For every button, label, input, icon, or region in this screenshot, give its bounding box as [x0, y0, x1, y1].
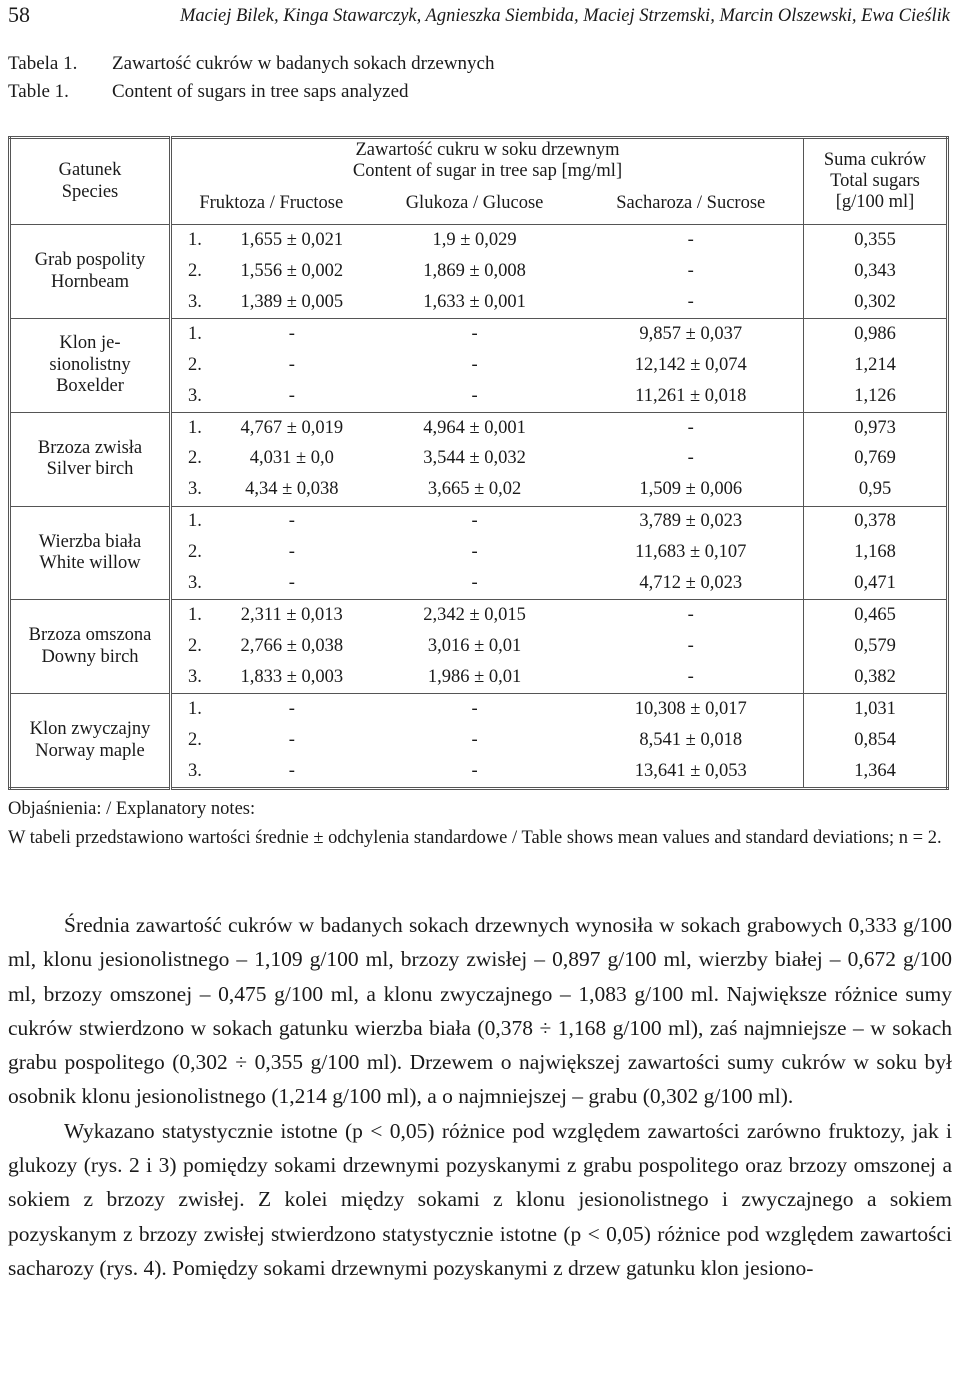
- sum-header-pl: Suma cukrów: [823, 149, 927, 170]
- sample-number-cell: 2.: [188, 729, 202, 750]
- sucrose-cell: -: [687, 260, 694, 281]
- sample-number-cell: 1.: [171, 600, 214, 631]
- fructose-cell: -: [288, 385, 295, 406]
- glucose-cell: -: [471, 385, 478, 406]
- table-row: [10, 506, 948, 537]
- fructose-cell: 4,031 ± 0,0: [249, 448, 334, 469]
- sucrose-cell: 4,712 ± 0,023: [639, 573, 743, 594]
- sum-header: [804, 138, 948, 225]
- sucrose-cell: -: [579, 600, 804, 631]
- sucrose-cell: -: [687, 291, 694, 312]
- glucose-cell: 1,9 ± 0,029: [371, 225, 579, 256]
- fructose-cell: -: [213, 318, 371, 349]
- sucrose-cell: 11,261 ± 0,018: [635, 385, 747, 406]
- species-name-line: Wierzba biała: [38, 531, 142, 552]
- species-name-line: White willow: [39, 552, 141, 573]
- fructose-cell: 1,556 ± 0,002: [240, 260, 344, 281]
- glucose-cell: 4,964 ± 0,001: [371, 412, 579, 443]
- sucrose-cell: -: [579, 412, 804, 443]
- species-name-line: Klon je-: [59, 333, 121, 354]
- total-sugars-cell: 1,168: [804, 537, 948, 568]
- sucrose-cell: 13,641 ± 0,053: [634, 760, 747, 781]
- table-body: [10, 138, 948, 789]
- fructose-cell: 4,34 ± 0,038: [245, 479, 339, 500]
- sucrose-cell: 8,541 ± 0,018: [639, 729, 743, 750]
- species-name-line: Downy birch: [41, 646, 139, 667]
- column-header-glucose: Glukoza / Glucose: [405, 192, 544, 213]
- content-header: [171, 138, 804, 183]
- species-name-line: Grab pospolity: [34, 250, 146, 271]
- total-sugars-cell: 0,355: [804, 225, 948, 256]
- total-sugars-cell: 1,031: [804, 694, 948, 725]
- sucrose-cell: -: [687, 636, 694, 657]
- glucose-cell: -: [371, 506, 579, 537]
- table-caption-en: [8, 81, 409, 103]
- total-sugars-cell: 0,343: [804, 256, 948, 287]
- total-sugars-cell: 0,579: [804, 631, 948, 662]
- total-sugars-cell: 1,126: [804, 381, 948, 412]
- species-name-line: Norway maple: [35, 740, 145, 761]
- sample-number-cell: 3.: [188, 479, 202, 500]
- table-caption-pl: [8, 53, 495, 75]
- glucose-cell: -: [471, 354, 478, 375]
- species-cell: [10, 600, 171, 694]
- sucrose-cell: -: [687, 666, 694, 687]
- total-sugars-cell: 0,382: [804, 662, 948, 693]
- sucrose-cell: 1,509 ± 0,006: [639, 479, 743, 500]
- sample-number-cell: 2.: [188, 636, 202, 657]
- total-sugars-cell: 0,302: [804, 287, 948, 318]
- sucrose-cell: 11,683 ± 0,107: [635, 542, 747, 563]
- glucose-cell: 1,633 ± 0,001: [423, 291, 526, 312]
- content-header-en: Content of sugar in tree sap [mg/ml]: [352, 160, 623, 181]
- sample-number-cell: 1.: [171, 225, 214, 256]
- fructose-cell: -: [288, 573, 295, 594]
- sample-number-cell: 3.: [188, 291, 202, 312]
- fructose-cell: 1,389 ± 0,005: [240, 291, 344, 312]
- sample-number-cell: 3.: [188, 760, 202, 781]
- running-head-authors: Maciej Bilek, Kinga Stawarczyk, Agnieszka Siembida, Maciej Strzemski, Marcin Olszewski, Ewa Cieślik: [179, 6, 950, 26]
- sucrose-cell: 3,789 ± 0,023: [579, 506, 804, 537]
- content-header-pl: Zawartość cukru w soku drzewnym: [355, 139, 620, 160]
- table-row: [10, 318, 948, 349]
- body-text: [8, 908, 952, 1285]
- fructose-cell: 2,766 ± 0,038: [240, 636, 344, 657]
- column-header-sucrose: Sacharoza / Sucrose: [616, 192, 766, 213]
- caption-title-en: Content of sugars in tree saps analyzed: [112, 81, 409, 102]
- fructose-cell: -: [288, 729, 295, 750]
- species-cell: [10, 506, 171, 600]
- sample-number-cell: 1.: [171, 694, 214, 725]
- glucose-cell: 3,016 ± 0,01: [427, 636, 522, 657]
- species-cell: [10, 318, 171, 412]
- sucrose-cell: -: [579, 225, 804, 256]
- glucose-cell: -: [471, 760, 478, 781]
- caption-label-en: Table 1.: [8, 81, 69, 102]
- sample-number-cell: 1.: [171, 318, 214, 349]
- glucose-cell: -: [471, 542, 478, 563]
- table-row: [10, 600, 948, 631]
- total-sugars-cell: 1,364: [804, 756, 948, 789]
- species-cell: [10, 225, 171, 319]
- fructose-cell: 4,767 ± 0,019: [213, 412, 371, 443]
- species-cell: [10, 412, 171, 506]
- sample-number-cell: 1.: [171, 506, 214, 537]
- glucose-cell: 3,544 ± 0,032: [423, 448, 526, 469]
- species-header-en: Species: [61, 181, 119, 202]
- glucose-cell: 2,342 ± 0,015: [371, 600, 579, 631]
- species-header-pl: Gatunek: [58, 160, 122, 181]
- total-sugars-cell: 0,973: [804, 412, 948, 443]
- sample-number-cell: 3.: [188, 666, 202, 687]
- fructose-cell: -: [288, 760, 295, 781]
- column-header-fructose: Fruktoza / Fructose: [199, 192, 344, 213]
- table-row: [10, 412, 948, 443]
- page-header: [8, 2, 952, 34]
- explanatory-notes: [8, 795, 952, 853]
- total-sugars-cell: 1,214: [804, 350, 948, 381]
- glucose-cell: 3,665 ± 0,02: [427, 479, 522, 500]
- species-name-line: Boxelder: [56, 375, 124, 396]
- fructose-cell: -: [288, 354, 295, 375]
- fructose-cell: 1,655 ± 0,021: [213, 225, 371, 256]
- species-cell: [10, 694, 171, 789]
- species-name-line: sionolistny: [49, 354, 131, 375]
- fructose-cell: 2,311 ± 0,013: [213, 600, 371, 631]
- glucose-cell: -: [471, 573, 478, 594]
- sample-number-cell: 1.: [171, 412, 214, 443]
- total-sugars-cell: 0,465: [804, 600, 948, 631]
- notes-text: W tabeli przedstawiono wartości średnie ± odchylenia standardowe / Table shows mean values and standard deviations; n = 2.: [8, 828, 942, 848]
- fructose-cell: -: [213, 694, 371, 725]
- species-name-line: Klon zwyczajny: [29, 719, 151, 740]
- caption-title-pl: Zawartość cukrów w badanych sokach drzewnych: [112, 53, 495, 74]
- sample-number-cell: 3.: [188, 385, 202, 406]
- sugar-content-table: [8, 136, 949, 790]
- glucose-cell: -: [371, 694, 579, 725]
- table-row: [10, 225, 948, 256]
- sample-number-cell: 2.: [188, 448, 202, 469]
- total-sugars-cell: 0,471: [804, 568, 948, 599]
- total-sugars-cell: 0,769: [804, 444, 948, 475]
- species-name-line: Silver birch: [46, 459, 134, 480]
- fructose-cell: 1,833 ± 0,003: [240, 666, 344, 687]
- glucose-cell: -: [471, 729, 478, 750]
- sucrose-cell: 12,142 ± 0,074: [634, 354, 747, 375]
- glucose-cell: 1,986 ± 0,01: [427, 666, 522, 687]
- sucrose-cell: 9,857 ± 0,037: [579, 318, 804, 349]
- total-sugars-cell: 0,95: [804, 475, 948, 506]
- sample-number-cell: 2.: [188, 260, 202, 281]
- page-number: 58: [8, 2, 30, 27]
- sample-number-cell: 2.: [188, 354, 202, 375]
- sum-header-unit: [g/100 ml]: [835, 192, 915, 213]
- sample-number-cell: 2.: [188, 542, 202, 563]
- fructose-cell: -: [288, 542, 295, 563]
- table-header-row: [10, 138, 948, 183]
- total-sugars-cell: 0,378: [804, 506, 948, 537]
- sucrose-cell: -: [687, 448, 694, 469]
- body-paragraph-2: Wykazano statystycznie istotne (p < 0,05) różnice pod względem zawartości zarówno fruktozy, jak i glukozy (rys. 2 i 3) pomiędzy sokami drzewnymi pozyskanymi z grabu pospolitego oraz brzozy omszonej a sokiem z brzozy zwisłej. Z kolei między sokami z klonu jesionolistnego i zwyczajnego a sokiem pozyskanym z brzozy zwisłej stwierdzono statystycznie istotne (p < 0,05) różnice pod względem zawartości sacharozy (rys. 4). Pomiędzy sokami drzewnymi pozyskanymi z drzew gatunku klon jesiono-: [8, 1118, 952, 1280]
- body-paragraph-1: Średnia zawartość cukrów w badanych sokach drzewnych wynosiła w sokach grabowych 0,333 g/100 ml, klonu jesionolistnego – 1,109 g/100 ml, brzozy zwisłej – 0,897 g/100 ml, wierzby białej – 0,672 g/100 ml, brzozy omszonej – 0,475 g/100 ml, a klonu zwyczajnego – 1,083 g/100 ml. Największe różnice sumy cukrów stwierdzono w sokach gatunku wierzba biała (0,378 ÷ 1,168 g/100 ml), zaś najmniejsze – w sokach grabu pospolitego (0,302 ÷ 0,355 g/100 ml). Drzewem o największej zawartości sumy cukrów w soku był osobnik klonu jesionolistnego (1,214 g/100 ml), a o najmniejszej – grabu (0,302 g/100 ml).: [8, 913, 952, 1109]
- sample-number-cell: 3.: [188, 573, 202, 594]
- sum-header-en: Total sugars: [830, 170, 920, 191]
- caption-label-pl: Tabela 1.: [8, 53, 78, 74]
- total-sugars-cell: 0,986: [804, 318, 948, 349]
- species-name-line: Hornbeam: [50, 271, 130, 292]
- species-header: [10, 138, 171, 225]
- total-sugars-cell: 0,854: [804, 725, 948, 756]
- glucose-cell: 1,869 ± 0,008: [423, 260, 526, 281]
- species-name-line: Brzoza omszona: [28, 625, 152, 646]
- notes-title: Objaśnienia: / Explanatory notes:: [8, 799, 256, 819]
- species-name-line: Brzoza zwisła: [37, 437, 143, 458]
- fructose-cell: -: [213, 506, 371, 537]
- table-row: [10, 694, 948, 725]
- sucrose-cell: 10,308 ± 0,017: [579, 694, 804, 725]
- glucose-cell: -: [371, 318, 579, 349]
